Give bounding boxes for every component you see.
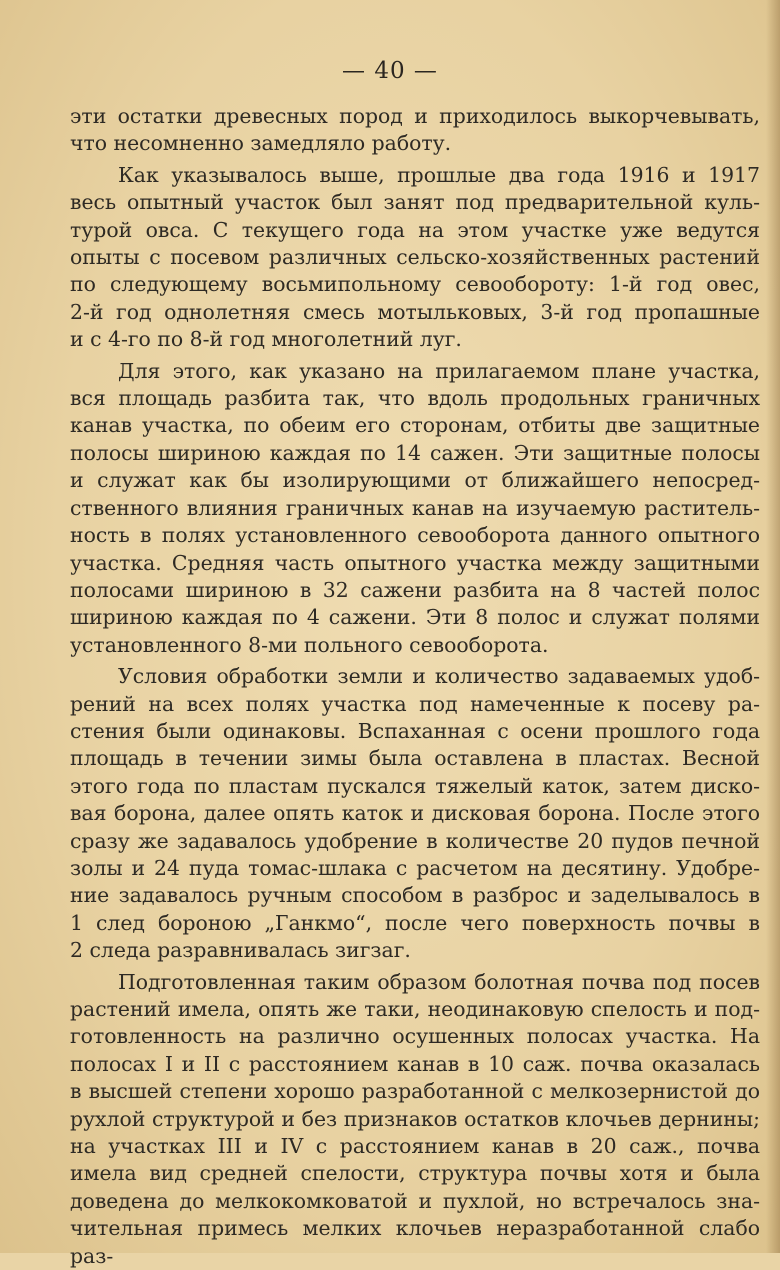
text-line: полосы шириною каждая по 14 сажен. Эти защитные полосы (70, 440, 760, 465)
text-line: ние задавалось ручным способом в разброс и заделывалось в (70, 883, 760, 908)
text-line: шириною каждая по 4 сажени. Эти 8 полос и служат полями (70, 605, 760, 630)
text-line: вая борона, далее опять каток и дисковая борона. После этого (70, 801, 760, 826)
text-line: 2-й год однолетняя смесь мотыльковых, 3-й год пропашные (70, 299, 760, 324)
text-line: и служат как бы изолирующими от ближайшего непосред- (70, 468, 760, 493)
text-line: стения были одинаковы. Вспаханная с осени прошлого года (70, 718, 760, 743)
text-line: Для этого, как указано на прилагаемом плане участка, (118, 358, 760, 383)
text-line: площадь в течении зимы была оставлена в пластах. Весной (70, 746, 760, 771)
text-line: по следующему восьмипольному севообороту: 1-й год овес, (70, 272, 760, 297)
text-line: установленного 8-ми польного севооборота. (70, 632, 549, 657)
text-line: Как указывалось выше, прошлые два года 1916 и 1917 (118, 162, 760, 187)
text-line: растений имела, опять же таки, неодинаковую спелость и под- (70, 997, 760, 1021)
text-line: доведена до мелкокомковатой и пухлой, но встречалось зна- (70, 1188, 760, 1213)
text-line: полосах I и II с расстоянием канав в 10 саж. почва оказалась (70, 1051, 760, 1076)
text-line: чительная примесь мелких клочьев неразработанной слабо раз- (70, 1216, 760, 1268)
text-line: канав участка, по обеим его сторонам, отбиты две защитные (70, 413, 760, 438)
text-line: в высшей степени хорошо разработанной с мелкозернистой до (70, 1079, 760, 1104)
page-number: — 40 — (342, 58, 438, 84)
text-line: ственного влияния граничных канав на изучаемую раститель- (70, 495, 760, 520)
text-line: готовленность на различно осушенных полосах участка. На (70, 1024, 760, 1049)
text-line: полосами шириною в 32 сажени разбита на 8 частей полос (70, 577, 760, 602)
text-line: золы и 24 пуда томас-шлака с расчетом на десятину. Удобре- (70, 855, 760, 880)
text-line: участка. Средняя часть опытного участка между защитными (70, 550, 760, 575)
body-text (70, 103, 760, 1270)
text-line: этого года по пластам пускался тяжелый каток, затем диско- (70, 773, 760, 798)
text-line: Условия обработки земли и количество задаваемых удоб- (118, 664, 760, 689)
text-line: на участках III и IV с расстоянием канав в 20 саж., почва (70, 1134, 760, 1159)
text-line: ность в полях установленного севооборота данного опытного (70, 523, 760, 548)
text-line: рений на всех полях участка под намеченные к посеву ра- (70, 691, 760, 716)
text-line: весь опытный участок был занят под предварительной куль- (70, 190, 760, 215)
text-line: 1 след бороною „Ганкмо“, после чего поверхность почвы в (70, 910, 760, 935)
page-edge-shadow (766, 0, 780, 1253)
text-line: и с 4-го по 8-й год многолетний луг. (70, 327, 462, 352)
text-line: вся площадь разбита так, что вдоль продольных граничных (70, 386, 760, 411)
text-line: что несомненно замедляло работу. (70, 131, 452, 156)
text-line: турой овса. С текущего года на этом участке уже ведутся (70, 217, 760, 242)
text-line: эти остатки древесных пород и приходилось выкорчевывать, (70, 104, 760, 128)
text-line: 2 следа разравнивалась зигзаг. (70, 938, 411, 963)
text-line: Подготовленная таким образом болотная почва под посев (118, 969, 760, 994)
text-line: рухлой структурой и без признаков остатков клочьев дернины; (70, 1106, 760, 1131)
text-line: имела вид средней спелости, структура почвы хотя и была (70, 1161, 760, 1186)
text-line: сразу же задавалось удобрение в количестве 20 пудов печной (70, 828, 760, 853)
text-line: опыты с посевом различных сельско-хозяйственных растений (70, 245, 760, 270)
